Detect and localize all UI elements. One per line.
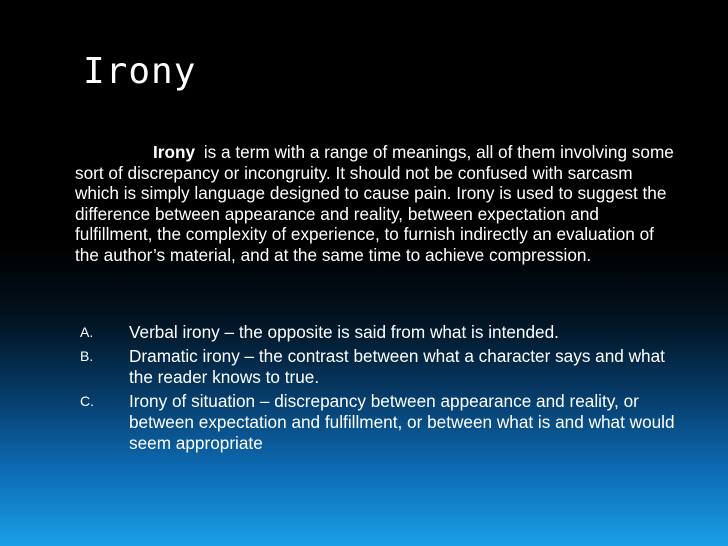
list-item-dramatic-irony	[75, 346, 675, 388]
list-item-text: Irony of situation – discrepancy between appearance and reality, or between expectation and fulfillment, or between what is and what would seem appropriate	[129, 391, 675, 453]
defined-term: Irony	[153, 142, 196, 162]
definition-text: is a term with a range of meanings, all of them involving some sort of discrepancy or incongruity. It should not be confused with sarcasm which is simply language designed to cause pain. Irony is used to suggest the difference between appearance and reality, between expectation and fulfillment, the complexity of experience, to furnish indirectly an evaluation of the author’s material, and at the same time to achieve compression.	[75, 142, 674, 265]
irony-types-list	[75, 322, 675, 457]
list-item-situational-irony	[75, 391, 675, 454]
list-marker: C.	[80, 393, 94, 409]
definition-paragraph	[75, 142, 675, 265]
list-item-text: Verbal irony – the opposite is said from what is intended.	[129, 322, 559, 342]
list-item-verbal-irony	[75, 322, 675, 343]
list-item-text: Dramatic irony – the contrast between what a character says and what the reader knows to true.	[129, 346, 665, 387]
list-marker: B.	[80, 348, 94, 364]
slide-title: Irony	[83, 51, 197, 92]
list-marker: A.	[80, 324, 94, 340]
